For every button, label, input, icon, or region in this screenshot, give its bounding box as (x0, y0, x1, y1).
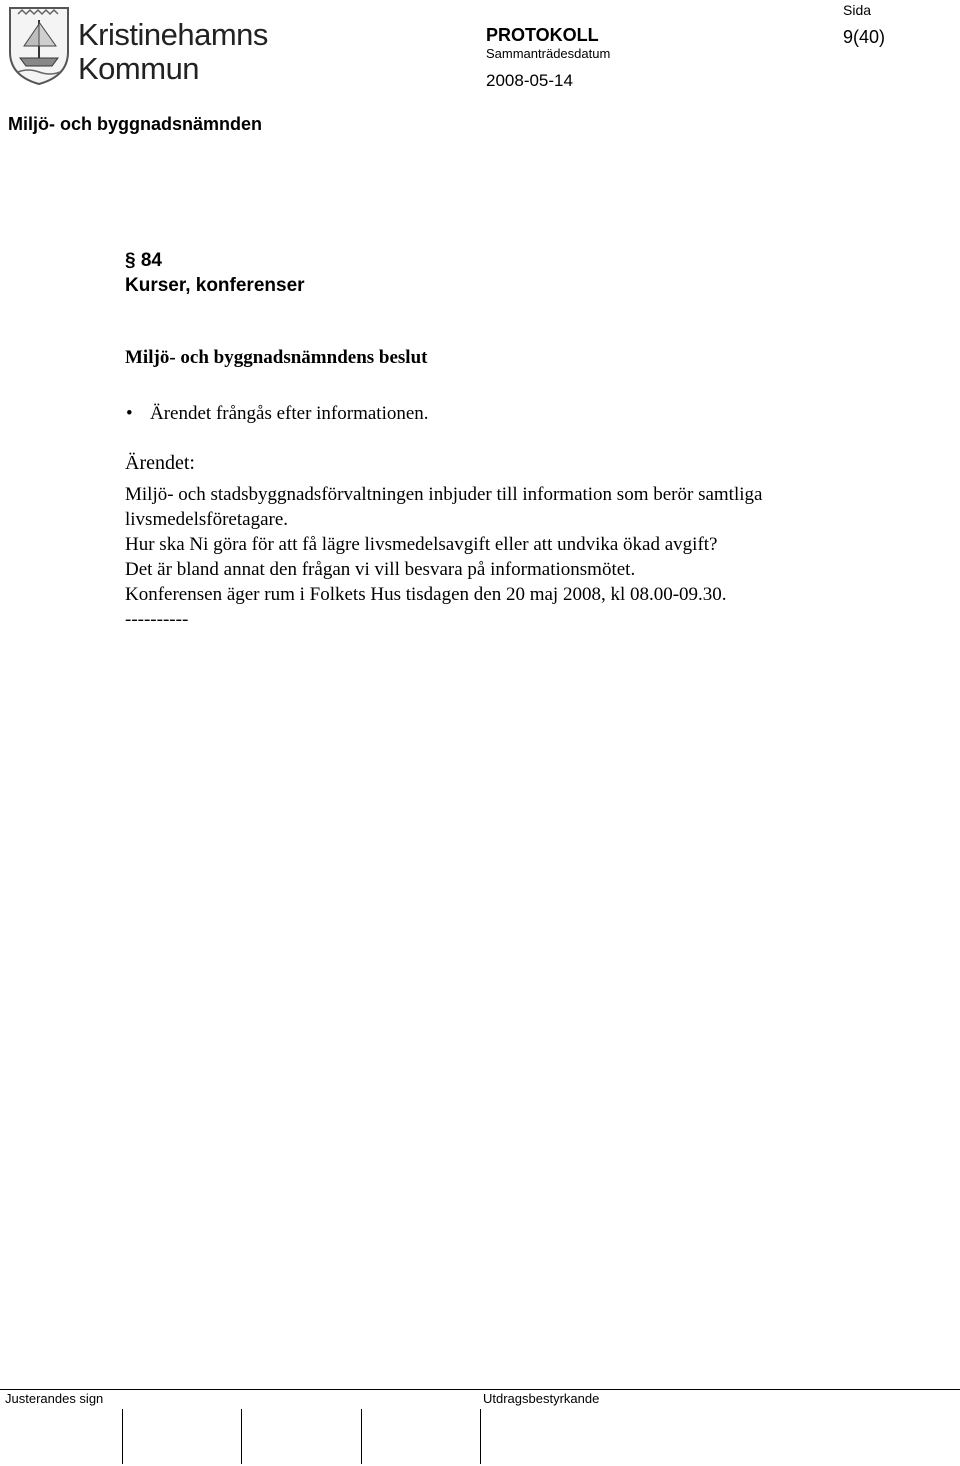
logo-wordmark (78, 18, 268, 86)
meeting-date-label: Sammanträdesdatum (486, 46, 611, 61)
signature-label: Justerandes sign (5, 1391, 104, 1406)
signature-box-divider (480, 1409, 481, 1464)
case-line: livsmedelsföretagare. (125, 509, 289, 530)
page-label: Sida (843, 2, 872, 18)
paragraph-title: Kurser, konferenser (125, 275, 305, 296)
signature-box-divider (361, 1409, 362, 1464)
signature-box-divider (241, 1409, 242, 1464)
department-name: Miljö- och byggnadsnämnden (8, 114, 263, 134)
paragraph-number (125, 250, 162, 272)
ship-crest-icon (6, 2, 72, 86)
certification-label: Utdragsbestyrkande (483, 1391, 600, 1406)
bullet-icon: • (126, 403, 133, 424)
case-line: Det är bland annat den frågan vi vill besvara på informationsmötet. (125, 559, 636, 580)
page-number: 9(40) (843, 27, 886, 47)
meeting-date: 2008-05-14 (486, 71, 573, 90)
case-line: Hur ska Ni göra för att få lägre livsmedelsavgift eller att undvika ökad avgift? (125, 534, 718, 555)
decision-heading: Miljö- och byggnadsnämndens beslut (125, 347, 428, 368)
case-line: Miljö- och stadsbyggnadsförvaltningen inbjuder till information som berör samtliga (125, 484, 763, 505)
logo-line-2: Kommun (78, 51, 200, 86)
decision-item: Ärendet frångås efter informationen. (150, 403, 429, 424)
document-type-title: PROTOKOLL (486, 25, 599, 45)
case-heading: Ärendet: (125, 452, 195, 474)
case-line: Konferensen äger rum i Folkets Hus tisdagen den 20 maj 2008, kl 08.00-09.30. (125, 584, 727, 605)
case-body (125, 482, 762, 632)
kristinehamn-logo (6, 2, 268, 86)
paragraph-number-value: 84 (140, 250, 162, 271)
signature-box-divider (122, 1409, 123, 1464)
section-symbol: § (125, 250, 136, 271)
case-separator: ---------- (125, 609, 189, 630)
logo-line-1: Kristinehamns (78, 17, 268, 52)
footer-divider (0, 1389, 960, 1390)
